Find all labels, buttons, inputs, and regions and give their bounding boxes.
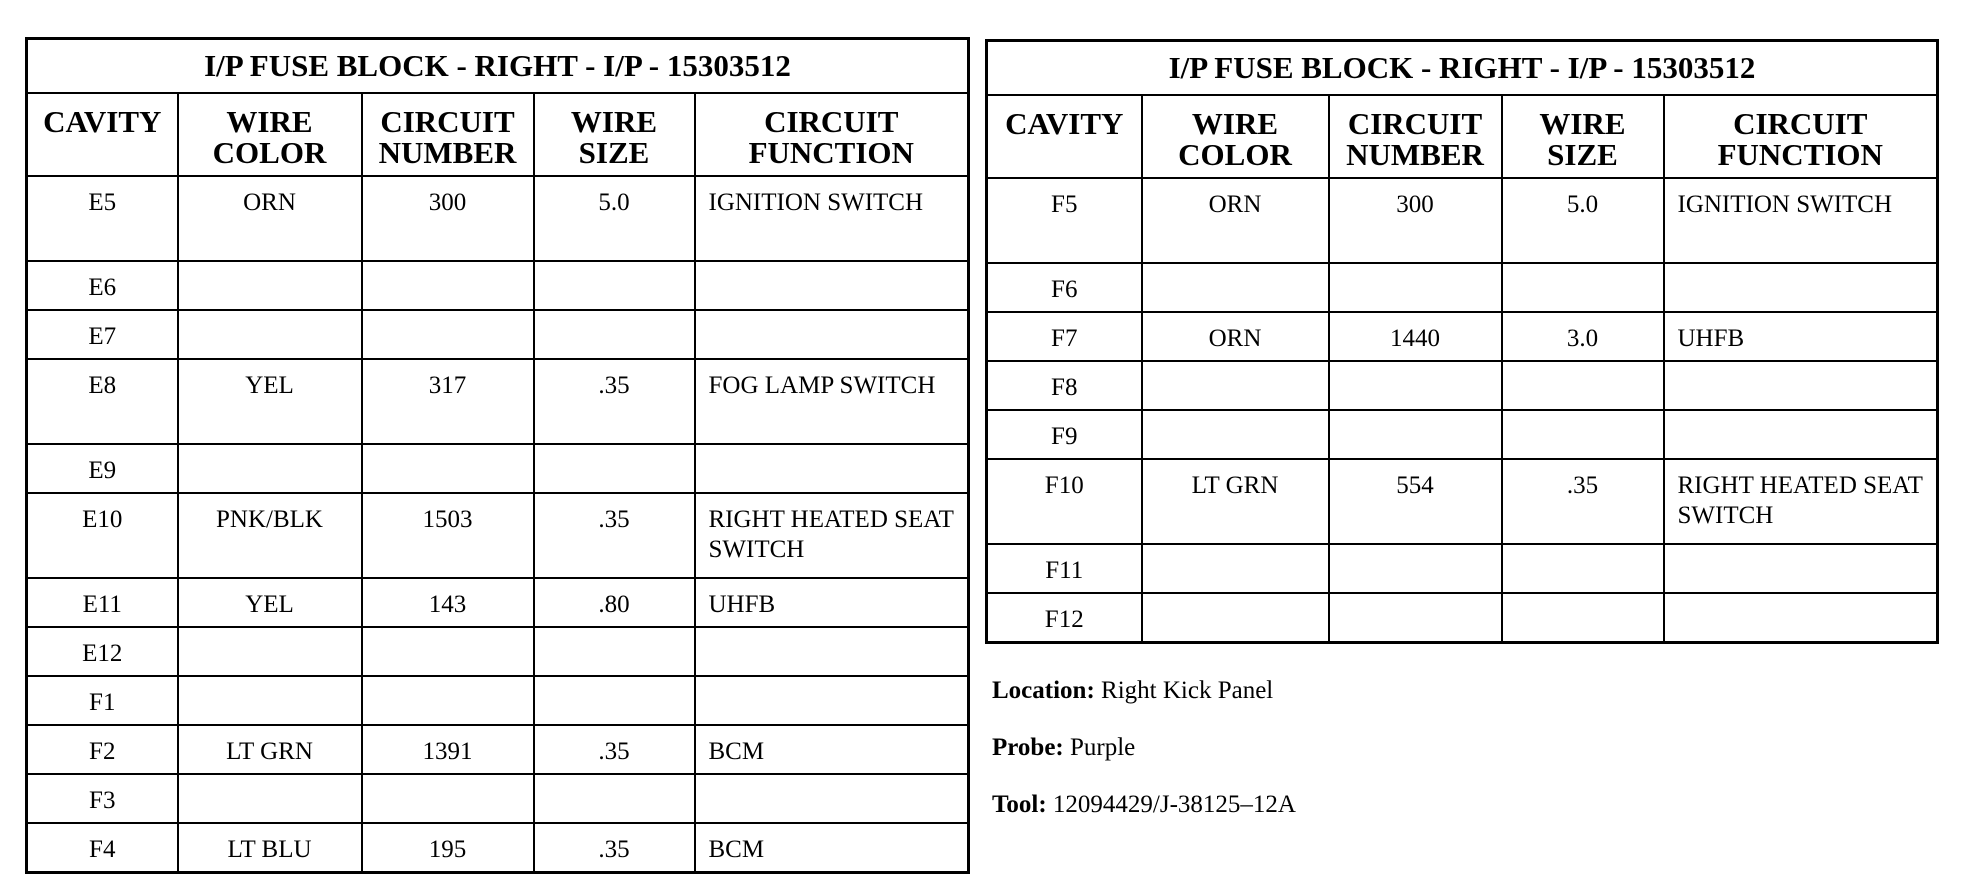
table-row: [27, 310, 969, 359]
circuit-number-cell: [1329, 410, 1502, 459]
table-row: [27, 676, 969, 725]
circuit-number-cell: [362, 261, 534, 310]
cavity-cell: E6: [27, 261, 178, 310]
wire-color-cell: [178, 774, 362, 823]
table-row: [27, 493, 969, 578]
wire-color-cell: [1142, 410, 1329, 459]
wire-color-cell: [178, 261, 362, 310]
cavity-cell: E10: [27, 493, 178, 578]
circuit-number-cell: [1329, 593, 1502, 642]
table-row: [987, 361, 1938, 410]
wire-color-cell: YEL: [178, 359, 362, 444]
wire-size-cell: [1502, 361, 1664, 410]
circuit-function-cell: BCM: [695, 823, 969, 872]
circuit-function-cell: RIGHT HEATED SEAT SWITCH: [695, 493, 969, 578]
wire-color-cell: [1142, 593, 1329, 642]
header-wire-color: WIRE COLOR: [1142, 95, 1329, 178]
circuit-function-cell: [695, 627, 969, 676]
header-wire-color: WIRE COLOR: [178, 93, 362, 176]
circuit-number-cell: [362, 774, 534, 823]
wire-size-cell: 5.0: [1502, 178, 1664, 263]
table-row: [987, 593, 1938, 642]
circuit-function-cell: [695, 310, 969, 359]
tool-line: [992, 791, 1296, 819]
header-circuit-number: CIRCUIT NUMBER: [362, 93, 534, 176]
wire-color-cell: YEL: [178, 578, 362, 627]
cavity-cell: E8: [27, 359, 178, 444]
wire-color-cell: [178, 676, 362, 725]
circuit-number-cell: 143: [362, 578, 534, 627]
circuit-number-cell: 195: [362, 823, 534, 872]
circuit-number-cell: 1391: [362, 725, 534, 774]
table-row: [27, 823, 969, 872]
wire-color-cell: ORN: [178, 176, 362, 261]
wire-size-cell: [1502, 410, 1664, 459]
wire-color-cell: LT GRN: [1142, 459, 1329, 544]
wire-color-cell: LT BLU: [178, 823, 362, 872]
wire-size-cell: 5.0: [534, 176, 695, 261]
circuit-function-cell: [1664, 263, 1938, 312]
probe-line: [992, 734, 1135, 762]
wire-size-cell: .35: [534, 725, 695, 774]
cavity-cell: F1: [27, 676, 178, 725]
table-row: [27, 444, 969, 493]
wire-size-cell: [1502, 544, 1664, 593]
circuit-function-cell: IGNITION SWITCH: [1664, 178, 1938, 263]
cavity-cell: F11: [987, 544, 1142, 593]
probe-label: Probe:: [992, 734, 1064, 761]
circuit-function-cell: [695, 444, 969, 493]
wire-size-cell: [1502, 593, 1664, 642]
cavity-cell: F8: [987, 361, 1142, 410]
table-row: [987, 410, 1938, 459]
circuit-number-cell: [362, 627, 534, 676]
circuit-number-cell: [362, 676, 534, 725]
location-value: Right Kick Panel: [1101, 677, 1274, 704]
table-row: [987, 459, 1938, 544]
wire-size-cell: .35: [1502, 459, 1664, 544]
circuit-number-cell: 300: [362, 176, 534, 261]
circuit-number-cell: 300: [1329, 178, 1502, 263]
cavity-cell: F10: [987, 459, 1142, 544]
wire-color-cell: [178, 627, 362, 676]
table-row: [27, 261, 969, 310]
wire-size-cell: .35: [534, 359, 695, 444]
wire-size-cell: 3.0: [1502, 312, 1664, 361]
wire-size-cell: .35: [534, 823, 695, 872]
circuit-number-cell: [1329, 361, 1502, 410]
header-wire-size: WIRE SIZE: [1502, 95, 1664, 178]
wire-size-cell: [534, 310, 695, 359]
circuit-function-cell: [1664, 544, 1938, 593]
cavity-cell: F3: [27, 774, 178, 823]
circuit-number-cell: [1329, 263, 1502, 312]
tool-label: Tool:: [992, 791, 1047, 818]
cavity-cell: E9: [27, 444, 178, 493]
cavity-cell: E7: [27, 310, 178, 359]
circuit-function-cell: [695, 261, 969, 310]
circuit-number-cell: 317: [362, 359, 534, 444]
table-row: [27, 774, 969, 823]
table-title: I/P FUSE BLOCK - RIGHT - I/P - 15303512: [27, 39, 969, 94]
wire-color-cell: [1142, 544, 1329, 593]
circuit-function-cell: [695, 774, 969, 823]
circuit-number-cell: 1440: [1329, 312, 1502, 361]
left-fuse-table: [25, 37, 970, 874]
cavity-cell: E12: [27, 627, 178, 676]
circuit-function-cell: IGNITION SWITCH: [695, 176, 969, 261]
table-row: [987, 544, 1938, 593]
wire-color-cell: ORN: [1142, 312, 1329, 361]
circuit-function-cell: UHFB: [695, 578, 969, 627]
table-row: [27, 627, 969, 676]
header-cavity: CAVITY: [27, 93, 178, 176]
wire-color-cell: [1142, 361, 1329, 410]
circuit-number-cell: 554: [1329, 459, 1502, 544]
circuit-number-cell: [1329, 544, 1502, 593]
table-row: [27, 176, 969, 261]
wire-size-cell: .80: [534, 578, 695, 627]
cavity-cell: E5: [27, 176, 178, 261]
wire-size-cell: [1502, 263, 1664, 312]
cavity-cell: F5: [987, 178, 1142, 263]
wire-size-cell: [534, 676, 695, 725]
right-fuse-table: [985, 39, 1939, 644]
table-row: [27, 725, 969, 774]
table-title: I/P FUSE BLOCK - RIGHT - I/P - 15303512: [987, 41, 1938, 96]
location-line: [992, 677, 1273, 705]
table-row: [27, 578, 969, 627]
table-row: [987, 263, 1938, 312]
circuit-function-cell: RIGHT HEATED SEAT SWITCH: [1664, 459, 1938, 544]
wire-size-cell: .35: [534, 493, 695, 578]
wire-size-cell: [534, 774, 695, 823]
location-label: Location:: [992, 677, 1095, 704]
wire-color-cell: [178, 310, 362, 359]
table-row: [987, 312, 1938, 361]
wire-size-cell: [534, 627, 695, 676]
cavity-cell: F2: [27, 725, 178, 774]
circuit-number-cell: 1503: [362, 493, 534, 578]
cavity-cell: F7: [987, 312, 1142, 361]
circuit-number-cell: [362, 444, 534, 493]
table-row: [27, 359, 969, 444]
circuit-function-cell: [1664, 361, 1938, 410]
wire-color-cell: [178, 444, 362, 493]
circuit-function-cell: [1664, 593, 1938, 642]
wire-color-cell: LT GRN: [178, 725, 362, 774]
probe-value: Purple: [1070, 734, 1136, 761]
header-cavity: CAVITY: [987, 95, 1142, 178]
header-circuit-function: CIRCUIT FUNCTION: [695, 93, 969, 176]
circuit-function-cell: UHFB: [1664, 312, 1938, 361]
header-circuit-function: CIRCUIT FUNCTION: [1664, 95, 1938, 178]
cavity-cell: F4: [27, 823, 178, 872]
cavity-cell: F12: [987, 593, 1142, 642]
wire-color-cell: ORN: [1142, 178, 1329, 263]
wire-size-cell: [534, 444, 695, 493]
circuit-function-cell: FOG LAMP SWITCH: [695, 359, 969, 444]
table-row: [987, 178, 1938, 263]
cavity-cell: F9: [987, 410, 1142, 459]
circuit-number-cell: [362, 310, 534, 359]
circuit-function-cell: [1664, 410, 1938, 459]
cavity-cell: F6: [987, 263, 1142, 312]
cavity-cell: E11: [27, 578, 178, 627]
wire-color-cell: PNK/BLK: [178, 493, 362, 578]
wire-size-cell: [534, 261, 695, 310]
circuit-function-cell: [695, 676, 969, 725]
tool-value: 12094429/J-38125–12A: [1052, 791, 1296, 818]
wire-color-cell: [1142, 263, 1329, 312]
header-wire-size: WIRE SIZE: [534, 93, 695, 176]
header-circuit-number: CIRCUIT NUMBER: [1329, 95, 1502, 178]
circuit-function-cell: BCM: [695, 725, 969, 774]
